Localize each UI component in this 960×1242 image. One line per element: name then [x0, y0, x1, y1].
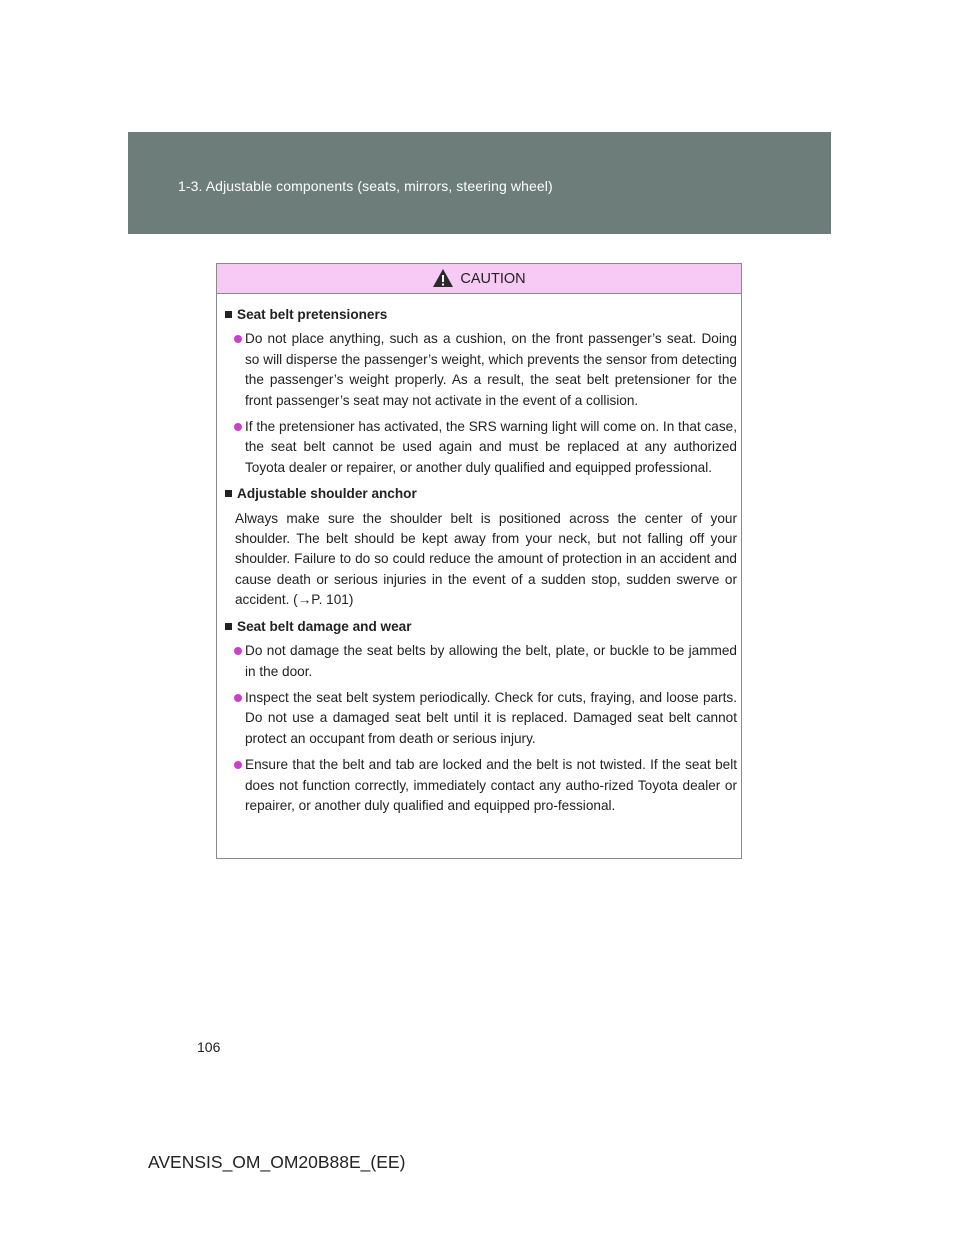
square-bullet-icon [225, 623, 232, 630]
caution-header [217, 264, 741, 294]
section-heading-shoulder-anchor: Adjustable shoulder anchor [225, 484, 737, 504]
caution-box [216, 263, 742, 859]
list-item: Do not place anything, such as a cushion, on the front passenger’s seat. Doing so will disperse the passenger’s weight, which prevents the sensor from detecting the passenger’s weight properly. As a result, the seat belt pretensioner for the front passenger’s seat may not activate in the event of a collision. [225, 329, 737, 411]
page-number: 106 [197, 1039, 221, 1055]
section-heading-pretensioners: Seat belt pretensioners [225, 305, 737, 325]
list-item: Ensure that the belt and tab are locked and the belt is not twisted. If the seat belt does not function correctly, immediately contact any autho-rized Toyota dealer or repairer, or another duly qualified and equipped pro-fessional. [225, 755, 737, 816]
bullet-dot-icon [234, 761, 242, 769]
section-heading-damage-wear: Seat belt damage and wear [225, 617, 737, 637]
caution-body [217, 294, 741, 816]
bullet-dot-icon [234, 335, 242, 343]
list-item: Do not damage the seat belts by allowing the belt, plate, or buckle to be jammed in the door. [225, 641, 737, 682]
square-bullet-icon [225, 490, 232, 497]
list-item: Inspect the seat belt system periodically. Check for cuts, fraying, and loose parts. Do not use a damaged seat belt until it is replaced. Damaged seat belt cannot protect an occupant from death or serious injury. [225, 688, 737, 749]
paragraph-shoulder-anchor: Always make sure the shoulder belt is positioned across the center of your shoulder. The belt should be kept away from your neck, but not falling off your shoulder. Failure to do so could reduce the amount of protection in an accident and cause death or serious injuries in the event of a sudden stop, sudden swerve or accident. (→P. 101) [235, 510, 737, 608]
caution-title: CAUTION [460, 270, 526, 287]
section-header-band [128, 132, 831, 234]
list-item: If the pretensioner has activated, the SRS warning light will come on. In that case, the seat belt cannot be used again and must be replaced at any authorized Toyota dealer or repairer, or another duly qualified and equipped professional. [225, 417, 737, 478]
bullet-dot-icon [234, 647, 242, 655]
document-code: AVENSIS_OM_OM20B88E_(EE) [148, 1152, 406, 1172]
square-bullet-icon [225, 311, 232, 318]
bullet-dot-icon [234, 423, 242, 431]
bullet-dot-icon [234, 694, 242, 702]
warning-triangle-icon [432, 268, 454, 288]
section-title: 1-3. Adjustable components (seats, mirrors, steering wheel) [178, 178, 553, 194]
